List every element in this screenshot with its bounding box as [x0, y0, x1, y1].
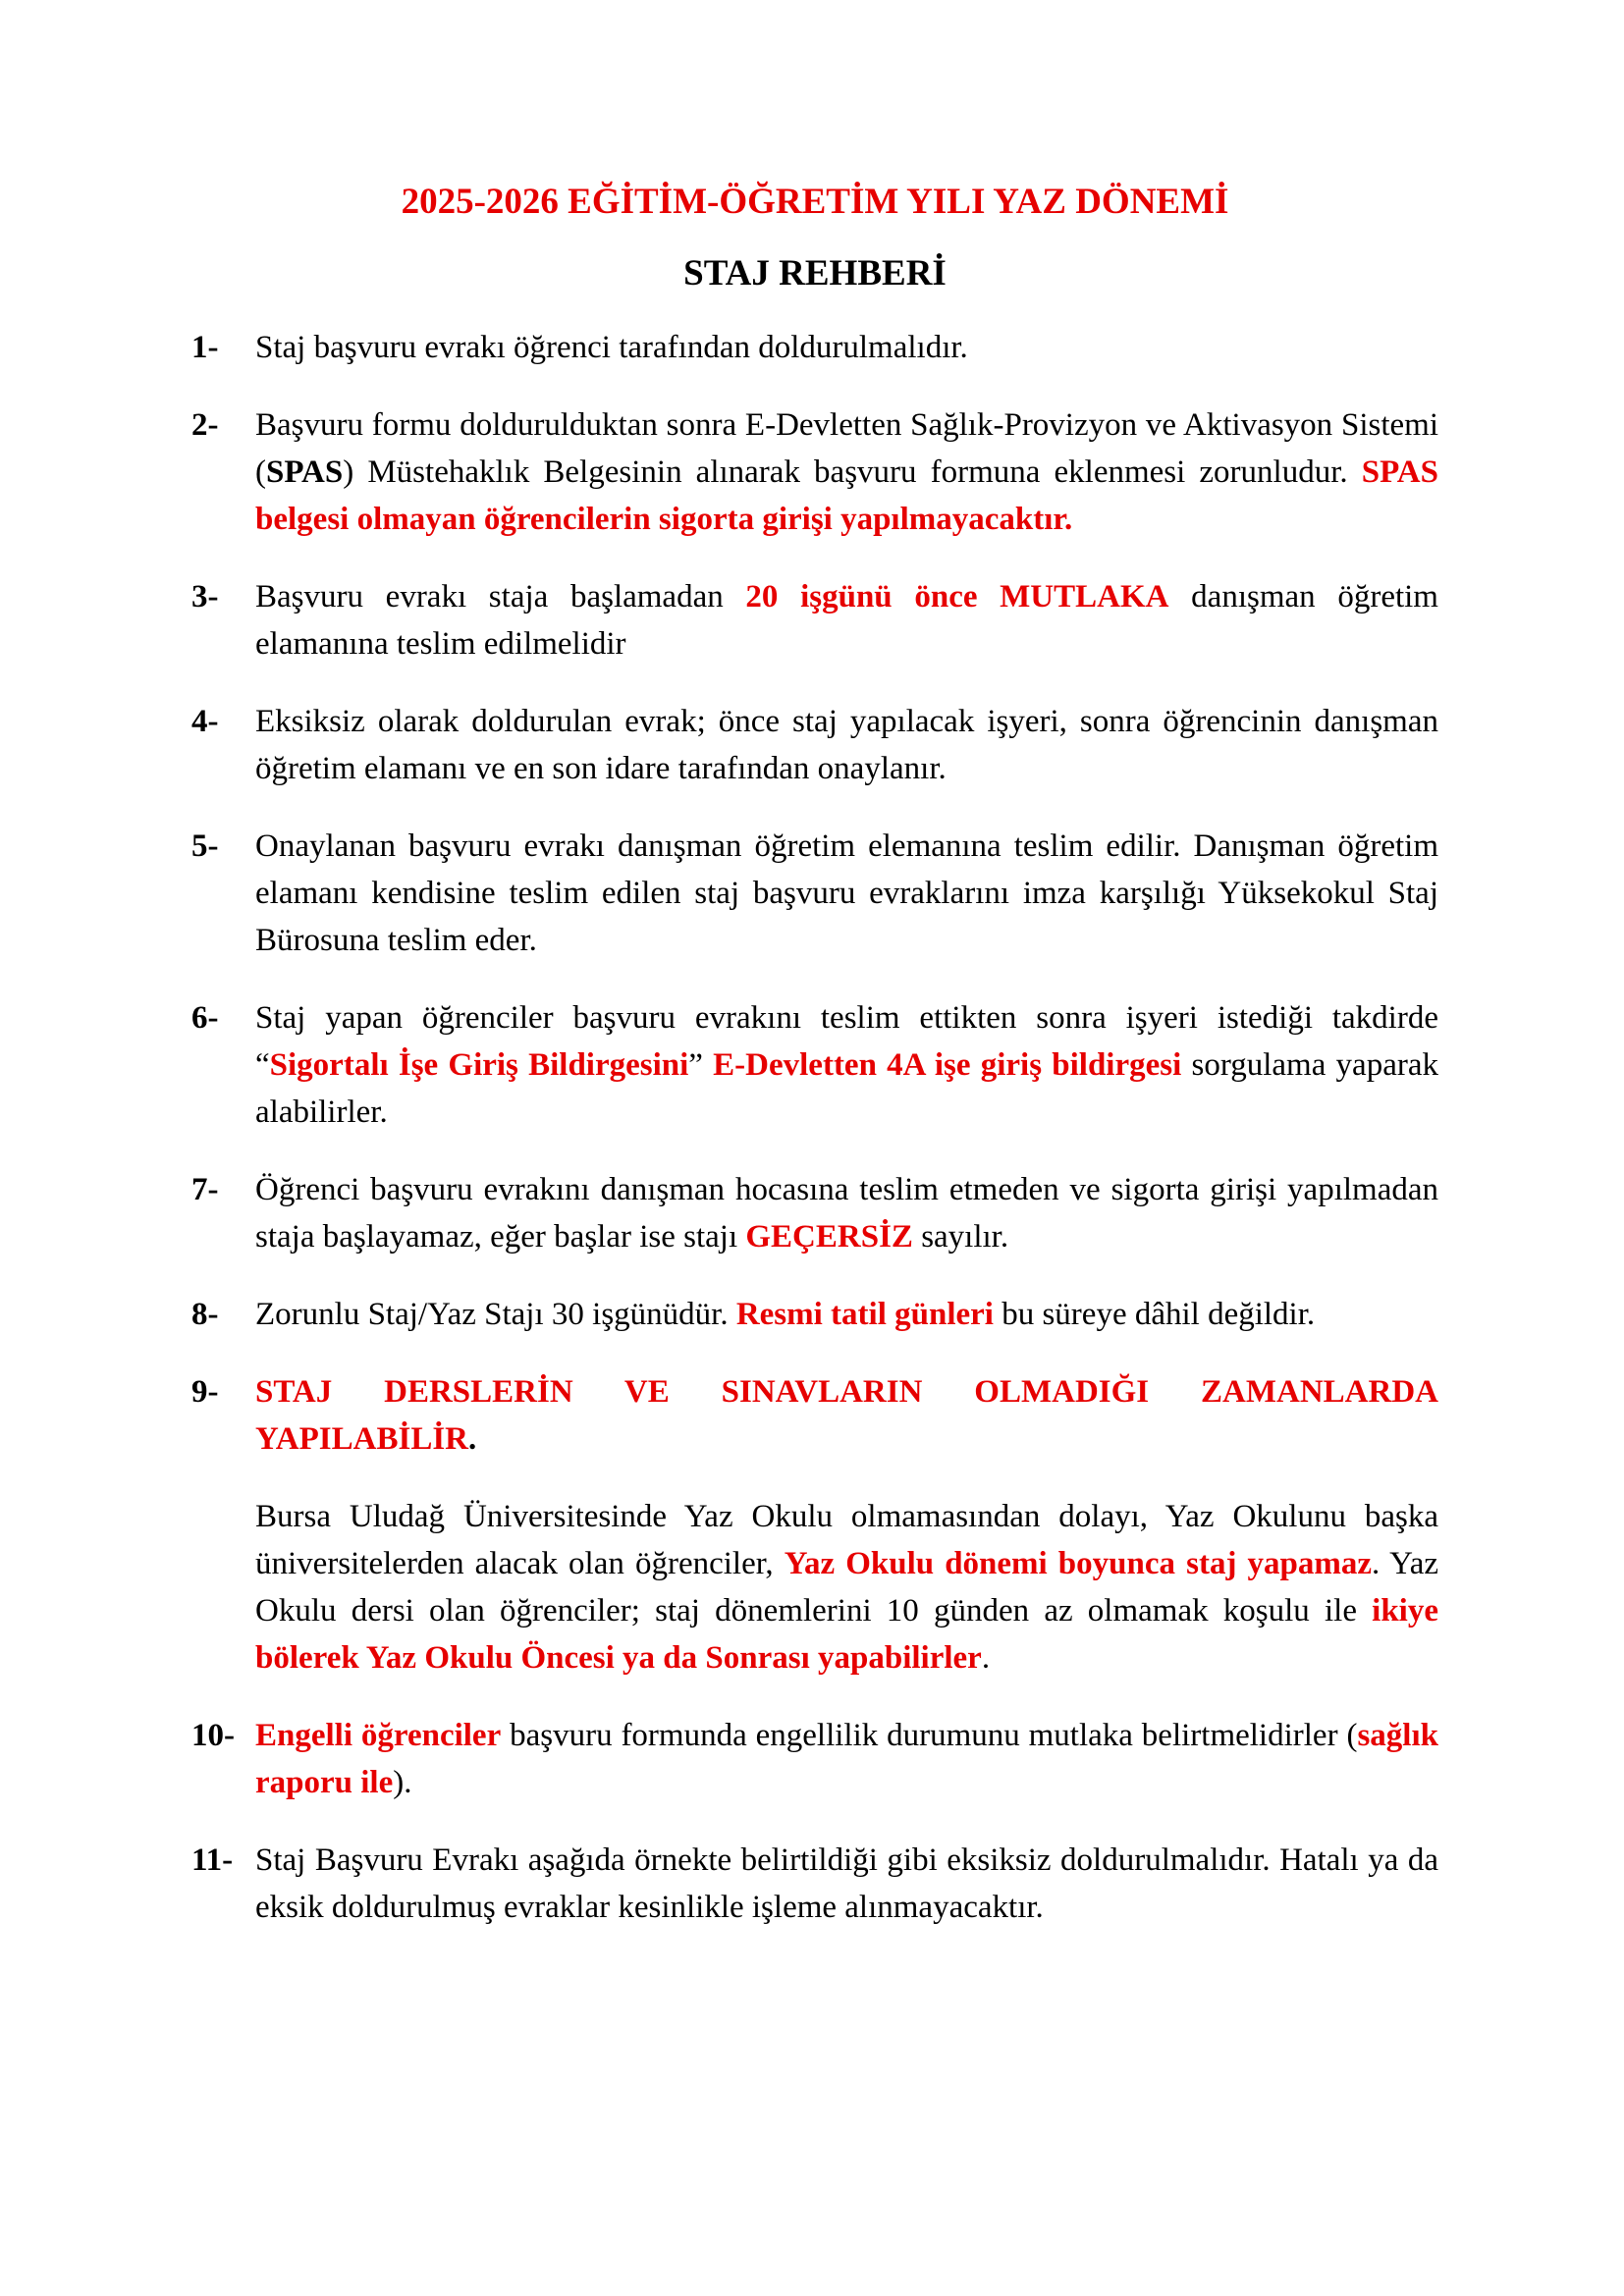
item-number: 11- [191, 1842, 234, 1878]
text-run: ) Müstehaklık Belgesinin alınarak başvuru formuna eklenmesi zorunludur. [343, 454, 1362, 490]
list-item [191, 1837, 1438, 1931]
text-run: sorgulama yaparak alabilirler. [255, 1047, 1438, 1130]
text-run: ikiye bölerek Yaz Okulu Öncesi ya da Sonrası yapabilirler [255, 1593, 1438, 1676]
list-item [191, 324, 1438, 371]
list-item [191, 401, 1438, 543]
text-run: başvuru formunda engellilik durumunu mutlaka belirtmelidirler ( [501, 1718, 1358, 1753]
text-run: Bursa Uludağ Üniversitesinde Yaz Okulu olmamasından dolayı, Yaz Okulunu başka üniversitelerden alacak olan öğrenciler, [255, 1499, 1438, 1581]
item-number: 8- [191, 1297, 219, 1332]
text-run: Öğrenci başvuru evrakını danışman hocasına teslim etmeden ve sigorta girişi yapılmadan staja başlayamaz, eğer başlar ise stajı [255, 1172, 1438, 1255]
text-run: Staj Başvuru Evrakı aşağıda örnekte belirtildiği gibi eksiksiz doldurulmalıdır. Hatalı ya da eksik doldurulmuş evraklar kesinlikle işleme alınmayacaktır. [255, 1842, 1438, 1925]
text-run: . [981, 1640, 991, 1676]
document-title: 2025-2026 EĞİTİM-ÖĞRETİM YILI YAZ DÖNEMİ [401, 182, 1229, 222]
text-run: E-Devletten 4A işe giriş bildirgesi [713, 1047, 1182, 1083]
item-number: 9- [191, 1374, 219, 1410]
item-number: 4- [191, 704, 219, 739]
text-run: Başvuru formu doldurulduktan sonra E-Devletten Sağlık-Provizyon ve Aktivasyon Sistemi ( [255, 407, 1438, 490]
text-run: Resmi tatil günleri [735, 1297, 994, 1332]
text-run: Staj yapan öğrenciler başvuru evrakını teslim ettikten sonra işyeri istediği takdirde “ [255, 1000, 1438, 1083]
item-number: 7- [191, 1172, 219, 1207]
text-run: sayılır. [912, 1219, 1009, 1255]
text-run: Eksiksiz olarak doldurulan evrak; önce staj yapılacak işyeri, sonra öğrencinin danışman öğretim elamanı ve en son idare tarafından onaylanır. [255, 704, 1438, 786]
text-run: Sigortalı İşe Giriş Bildirgesini [269, 1047, 689, 1083]
list-item [191, 1368, 1438, 1463]
text-run: ” [688, 1047, 714, 1083]
text-run: bu süreye dâhil değildir. [993, 1297, 1316, 1332]
text-run: Başvuru evrakı staja başlamadan [255, 579, 746, 614]
item-number: 5- [191, 828, 219, 864]
list-item [191, 1712, 1438, 1806]
text-run: STAJ DERSLERİN VE SINAVLARIN OLMADIĞI ZAMANLARDA YAPILABİLİR [255, 1374, 1438, 1457]
text-run: SPAS [266, 454, 344, 490]
item-number: 1- [191, 330, 219, 365]
text-run: Onaylanan başvuru evrakı danışman öğretim elemanına teslim edilir. Danışman öğretim elamanı kendisine teslim edilen staj başvuru evraklarını imza karşılığı Yüksekokul Staj Bürosuna teslim eder. [255, 828, 1438, 958]
item-number: 10- [191, 1718, 235, 1753]
list-item [191, 1291, 1438, 1338]
text-run: Zorunlu Staj/Yaz Stajı 30 işgünüdür. [255, 1297, 736, 1332]
text-run: SPAS belgesi olmayan öğrencilerin sigorta girişi yapılmayacaktır. [255, 454, 1438, 537]
list-item [191, 1493, 1438, 1682]
document-subtitle: STAJ REHBERİ [683, 253, 947, 294]
text-run: . [468, 1421, 477, 1457]
list-item [191, 573, 1438, 667]
text-run: Yaz Okulu dönemi boyunca staj yapamaz [784, 1546, 1373, 1581]
text-run: Staj başvuru evrakı öğrenci tarafından doldurulmalıdır. [255, 330, 968, 365]
text-run: danışman öğretim elamanına teslim edilmelidir [255, 579, 1438, 662]
list-item [191, 1166, 1438, 1260]
text-run: GEÇERSİZ [745, 1219, 913, 1255]
list-item [191, 823, 1438, 964]
item-number: 6- [191, 1000, 219, 1036]
item-number: 2- [191, 407, 219, 443]
list-item [191, 698, 1438, 792]
text-run: Engelli öğrenciler [255, 1718, 502, 1753]
list-item [191, 994, 1438, 1136]
item-number: 3- [191, 579, 219, 614]
guide-list [191, 324, 1438, 1931]
text-run: . Yaz Okulu dersi olan öğrenciler; staj dönemlerini 10 günden az olmamak koşulu ile [255, 1546, 1438, 1629]
text-run: ). [393, 1765, 412, 1800]
text-run: 20 işgünü önce MUTLAKA [745, 579, 1169, 614]
text-run: sağlık raporu ile [255, 1718, 1438, 1800]
